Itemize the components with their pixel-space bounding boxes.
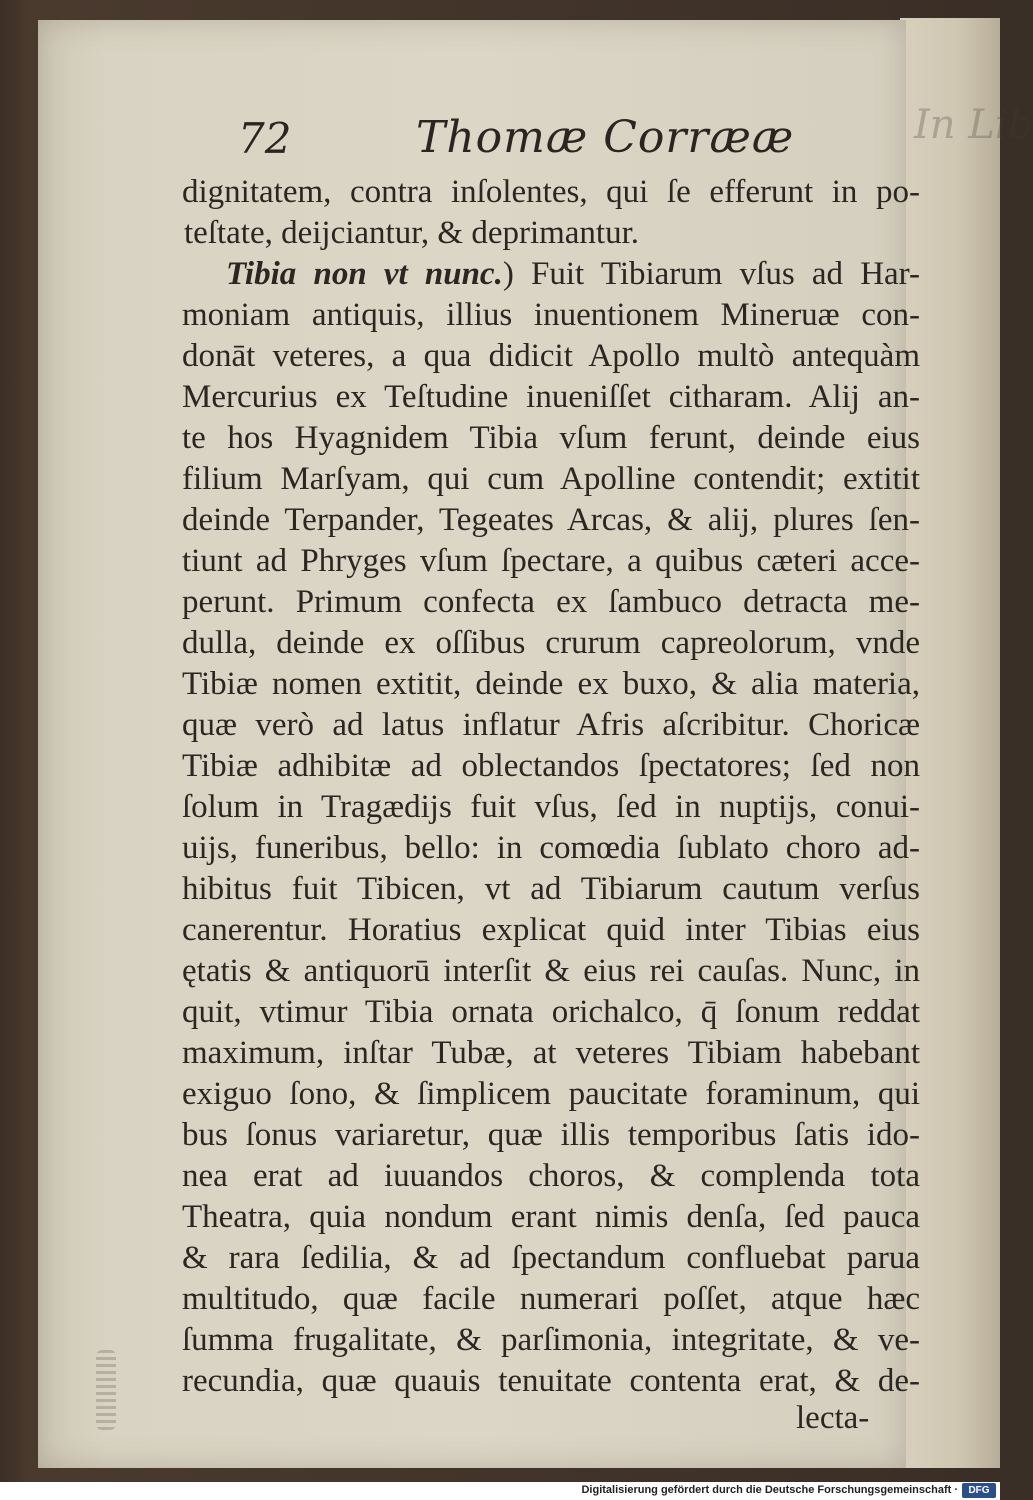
text-line: Mercurius ex Teſtudine inueniſſet citharam. Alij an-: [182, 379, 920, 415]
text-line: multitudo, quæ facile numerari poſſet, atque hæc: [182, 1281, 920, 1317]
text-line: ſolum in Tragædijs fuit vſus, ſed in nuptijs, conui-: [182, 789, 920, 825]
text-line: [182, 213, 920, 254]
running-head: [38, 112, 906, 172]
text-line: nea erat ad iuuandos choros, & complenda tota: [182, 1158, 920, 1194]
text-line: bus ſonus variaretur, quæ illis temporibus ſatis ido-: [182, 1117, 920, 1153]
page-stain: [96, 1350, 116, 1430]
text-line: te hos Hyagnidem Tibia vſum ferunt, deinde eius: [182, 420, 920, 456]
lemma-line-text: ) Fuit Tibiarum vſus ad Har-: [502, 256, 920, 292]
text-line: quæ verò ad latus inflatur Afris aſcribitur. Choricæ: [182, 707, 920, 743]
text-line: deinde Terpander, Tegeates Arcas, & alij, plures ſen-: [182, 502, 920, 538]
lemma: Tibia non vt nunc.: [226, 256, 503, 292]
text-line: hibitus fuit Tibicen, vt ad Tibiarum cautum verſus: [182, 871, 920, 907]
dfg-logo: DFG: [962, 1483, 996, 1498]
text-line: dulla, deinde ex oſſibus crurum capreolorum, vnde: [182, 625, 920, 661]
text-line: & rara ſedilia, & ad ſpectandum confluebat parua: [182, 1240, 920, 1276]
text-line: ętatis & antiquorū interſit & eius rei cauſas. Nunc, in: [182, 953, 920, 989]
text-line: exiguo ſono, & ſimplicem paucitate foraminum, qui: [182, 1076, 920, 1112]
text-lines: [182, 295, 920, 1402]
text-line: uijs, funeribus, bello: in comœdia ſublato choro ad-: [182, 830, 920, 866]
text-line: dignitatem, contra inſolentes, qui ſe efferunt in po-: [182, 174, 920, 210]
text-line: quit, vtimur Tibia ornata orichalco, q̄ ſonum reddat: [182, 994, 920, 1030]
text-line: filium Marſyam, qui cum Apolline contendit; extitit: [182, 461, 920, 497]
text-line: perunt. Primum confecta ex ſambuco detracta me-: [182, 584, 920, 620]
catchword: lecta-: [796, 1400, 870, 1436]
text-line: Tibiæ adhibitæ ad oblectandos ſpectatores; ſed non: [182, 748, 920, 784]
text-line-content: teſtate, deijciantur, & deprimantur.: [184, 215, 640, 251]
page-number: 72: [238, 114, 292, 163]
text-line: maximum, inſtar Tubæ, at veteres Tibiam habebant: [182, 1035, 920, 1071]
text-line: tiunt ad Phryges vſum ſpectare, a quibus cæteri acce-: [182, 543, 920, 579]
text-line: Tibiæ nomen extitit, deinde ex buxo, & alia materia,: [182, 666, 920, 702]
text-line: ſumma frugalitate, & parſimonia, integritate, & ve-: [182, 1322, 920, 1358]
text-line: recundia, quæ quauis tenuitate contenta erat, & de-: [182, 1363, 920, 1399]
funding-credit: Digitalisierung gefördert durch die Deutsche Forschungsgemeinschaft ·: [581, 1484, 958, 1496]
text-line: moniam antiquis, illius inuentionem Mineruæ con-: [182, 297, 920, 333]
text-line: Theatra, quia nondum erant nimis denſa, ſed pauca: [182, 1199, 920, 1235]
lemma-line: [182, 254, 920, 295]
digitization-footer: [0, 1482, 1000, 1500]
facing-page-ghost-text: In Lib: [914, 102, 1033, 148]
text-line: canerentur. Horatius explicat quid inter Tibias eius: [182, 912, 920, 948]
body-text: [182, 172, 920, 1402]
text-line: donāt veteres, a qua didicit Apollo multò antequàm: [182, 338, 920, 374]
book-page: [38, 20, 920, 1468]
running-title: Thomæ Corrææ: [416, 112, 795, 163]
